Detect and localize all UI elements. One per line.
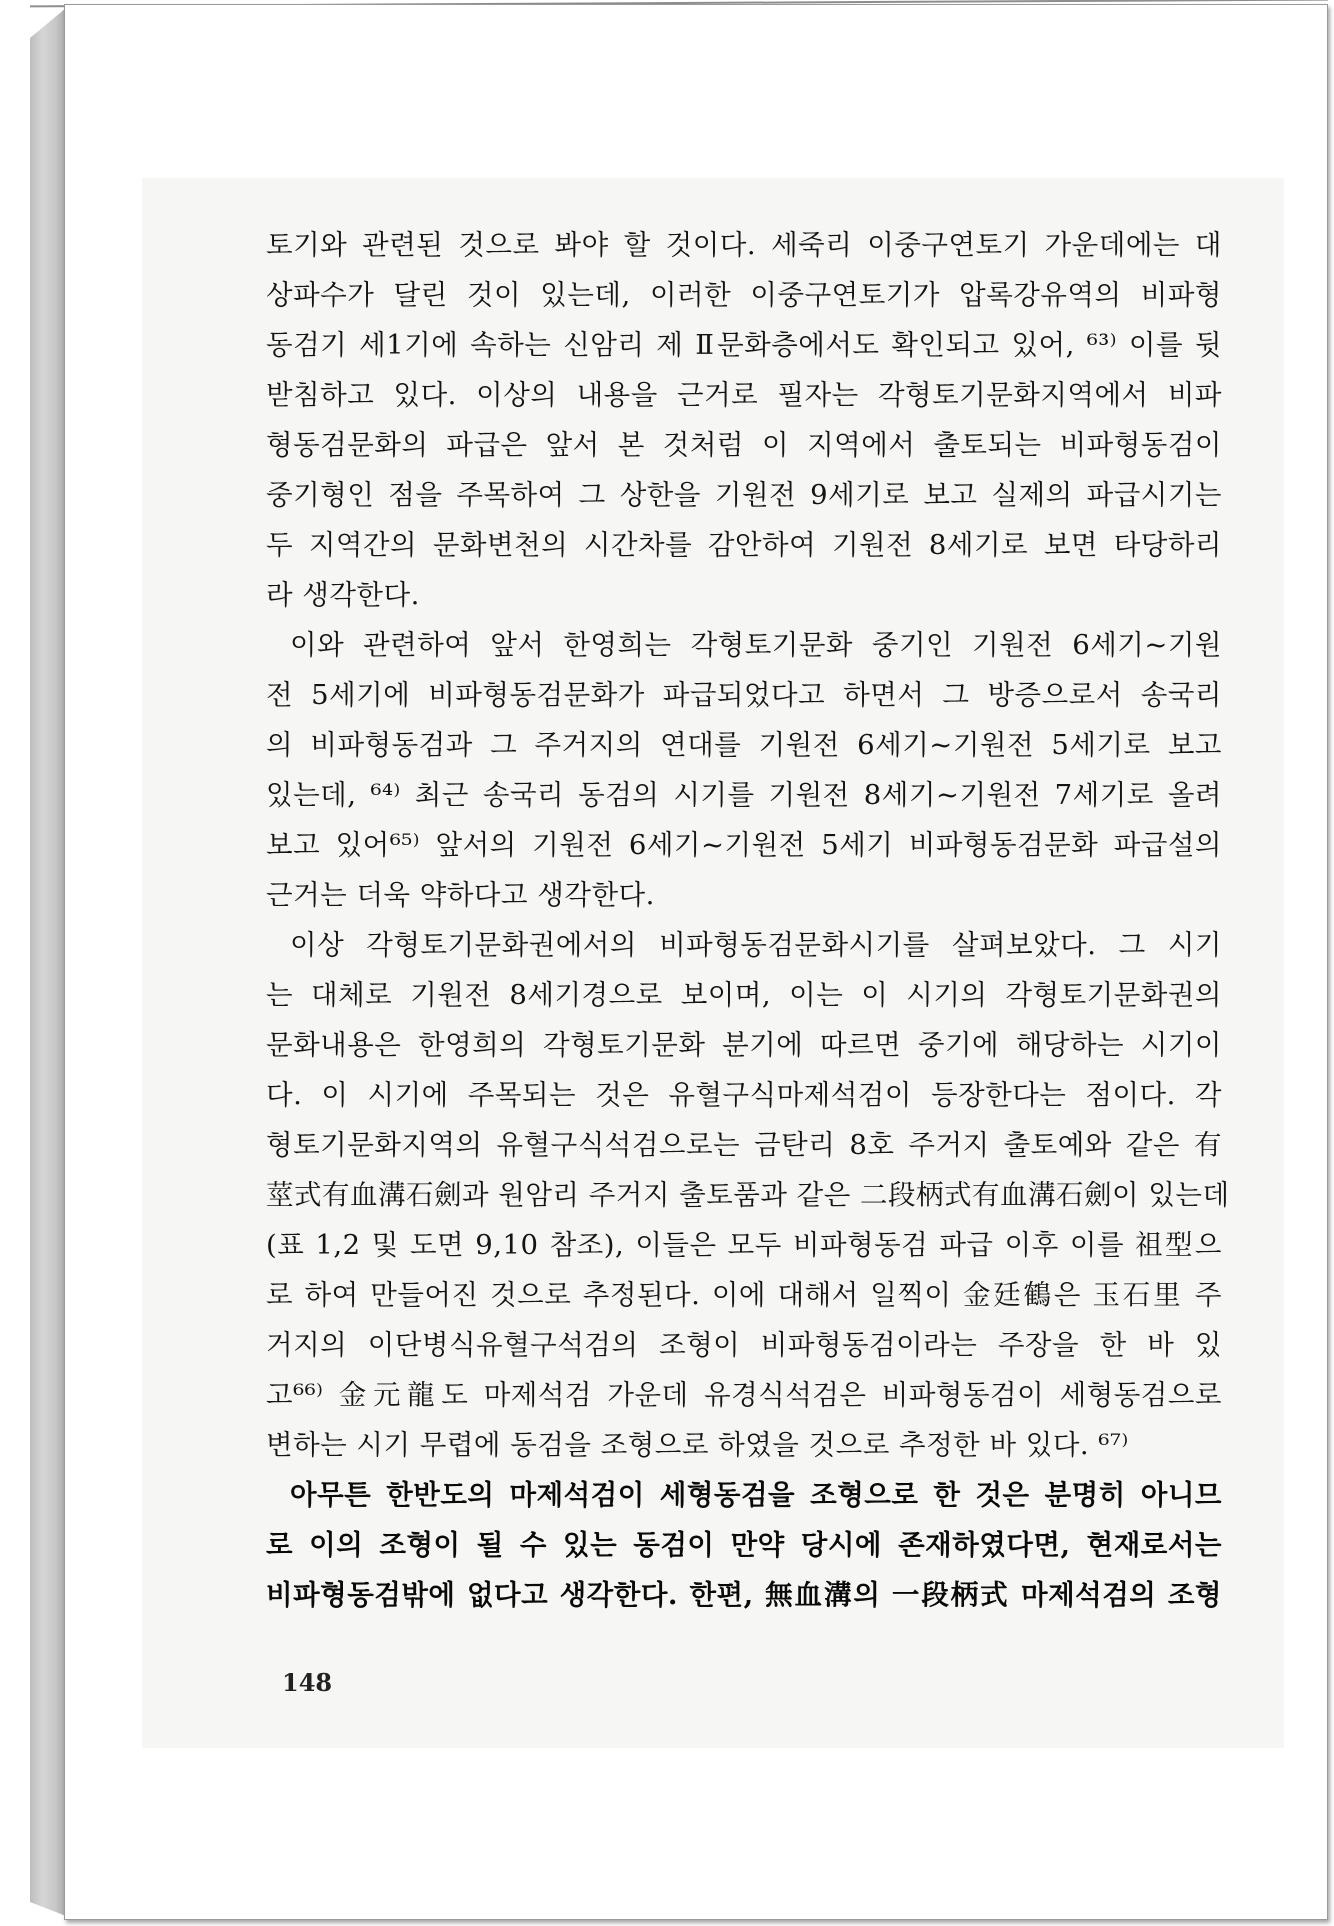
text-line: 다. 이 시기에 주목되는 것은 유혈구식마제석검이 등장한다는 점이다. 각 [266, 1079, 1222, 1111]
text-line: 라 생각한다. [266, 579, 420, 611]
text-line: 받침하고 있다. 이상의 내용을 근거로 필자는 각형토기문화지역에서 비파 [266, 379, 1222, 411]
text-line: 전 5세기에 비파형동검문화가 파급되었다고 하면서 그 방증으로서 송국리 [266, 679, 1222, 711]
text-line: 로 이의 조형이 될 수 있는 동검이 만약 당시에 존재하였다면, 현재로서는 [266, 1529, 1222, 1561]
text-line: 보고 있어⁶⁵⁾ 앞서의 기원전 6세기~기원전 5세기 비파형동검문화 파급설의 [266, 829, 1222, 861]
text-line: 동검기 세1기에 속하는 신암리 제 Ⅱ문화층에서도 확인되고 있어, ⁶³⁾ 이를 뒷 [266, 329, 1222, 361]
text-line: 있는데, ⁶⁴⁾ 최근 송국리 동검의 시기를 기원전 8세기~기원전 7세기로 올려 [266, 779, 1222, 811]
text-line: 비파형동검밖에 없다고 생각한다. 한편, 無血溝의 一段柄式 마제석검의 조형 [266, 1579, 1222, 1611]
text-line: 莖式有血溝石劍과 원암리 주거지 출토품과 같은 二段柄式有血溝石劍이 있는데 [266, 1179, 1230, 1211]
paragraph-start-line: 아무튼 한반도의 마제석검이 세형동검을 조형으로 한 것은 분명히 아니므 [290, 1479, 1222, 1511]
text-line: 형동검문화의 파급은 앞서 본 것처럼 이 지역에서 출토되는 비파형동검이 [266, 429, 1222, 461]
page-number: 148 [282, 1668, 333, 1697]
text-line: 로 하여 만들어진 것으로 추정된다. 이에 대해서 일찍이 金廷鶴은 玉石里 주 [266, 1279, 1222, 1311]
text-line: 형토기문화지역의 유혈구식석검으로는 금탄리 8호 주거지 출토예와 같은 有 [266, 1129, 1222, 1161]
text-line: 고⁶⁶⁾ 金元龍도 마제석검 가운데 유경식석검은 비파형동검이 세형동검으로 [266, 1379, 1222, 1411]
text-line: 중기형인 점을 주목하여 그 상한을 기원전 9세기로 보고 실제의 파급시기는 [266, 479, 1222, 511]
text-line: 상파수가 달린 것이 있는데, 이러한 이중구연토기가 압록강유역의 비파형 [266, 279, 1222, 311]
book-spine [30, 8, 66, 1916]
text-line: (표 1,2 및 도면 9,10 참조), 이들은 모두 비파형동검 파급 이후 이를 祖型으 [266, 1229, 1222, 1261]
text-line: 의 비파형동검과 그 주거지의 연대를 기원전 6세기~기원전 5세기로 보고 [266, 729, 1222, 761]
text-line: 는 대체로 기원전 8세기경으로 보이며, 이는 이 시기의 각형토기문화권의 [266, 979, 1222, 1011]
paragraph-start-line: 이상 각형토기문화권에서의 비파형동검문화시기를 살펴보았다. 그 시기 [290, 929, 1222, 961]
text-line: 문화내용은 한영희의 각형토기문화 분기에 따르면 중기에 해당하는 시기이 [266, 1029, 1222, 1061]
body-text [266, 220, 1230, 1620]
text-line: 두 지역간의 문화변천의 시간차를 감안하여 기원전 8세기로 보면 타당하리 [266, 529, 1222, 561]
text-line: 변하는 시기 무렵에 동검을 조형으로 하였을 것으로 추정한 바 있다. ⁶⁷⁾ [266, 1429, 1129, 1461]
text-line: 토기와 관련된 것으로 봐야 할 것이다. 세죽리 이중구연토기 가운데에는 대 [266, 229, 1222, 261]
text-line: 거지의 이단병식유혈구석검의 조형이 비파형동검이라는 주장을 한 바 있 [266, 1329, 1222, 1361]
text-line: 근거는 더욱 약하다고 생각한다. [266, 879, 655, 911]
paragraph-start-line: 이와 관련하여 앞서 한영희는 각형토기문화 중기인 기원전 6세기~기원 [290, 629, 1222, 661]
